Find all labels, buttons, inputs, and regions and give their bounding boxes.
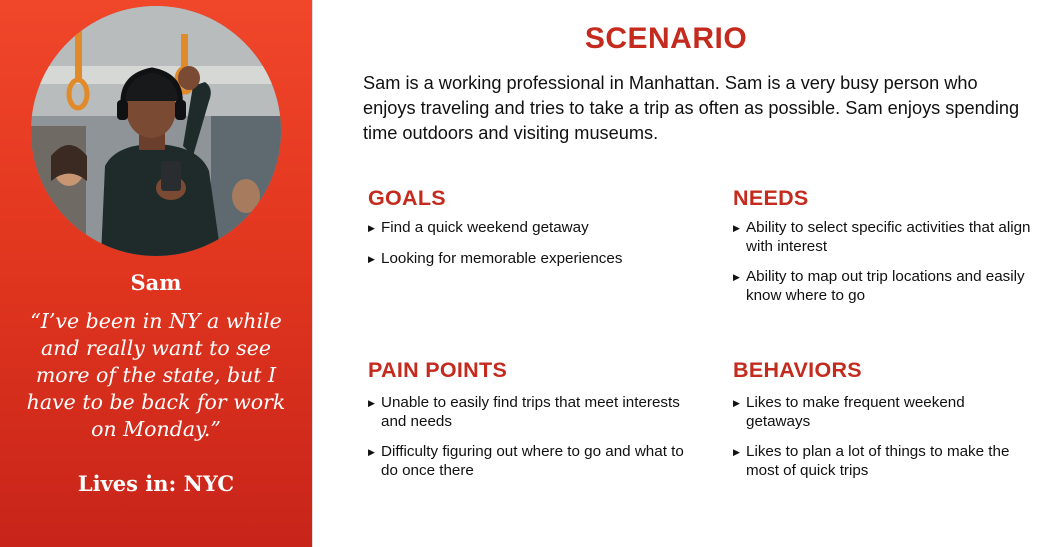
behaviors-section <box>733 358 1033 492</box>
persona-name: Sam <box>130 270 182 295</box>
triangle-right-icon: ▶ <box>733 223 740 233</box>
list-item-text: Looking for memorable experiences <box>381 249 623 267</box>
triangle-right-icon: ▶ <box>733 398 740 408</box>
persona-photo-illustration <box>31 6 281 256</box>
goals-title: GOALS <box>368 186 446 210</box>
behaviors-list <box>733 394 1033 480</box>
behaviors-title: BEHAVIORS <box>733 358 862 382</box>
list-item <box>368 219 688 238</box>
list-item <box>733 268 1033 305</box>
list-item <box>368 250 688 269</box>
triangle-right-icon: ▶ <box>733 447 740 457</box>
needs-list <box>733 219 1033 305</box>
pain-points-list <box>368 394 688 480</box>
triangle-right-icon: ▶ <box>733 272 740 282</box>
list-item <box>733 443 1033 480</box>
pain-points-title: PAIN POINTS <box>368 358 508 382</box>
list-item-text: Ability to map out trip locations and easily know where to go <box>746 268 1025 304</box>
persona-quote: “I’ve been in NY a while and really want to see more of the state, but I have to be back for work on Monday.” <box>26 309 286 441</box>
persona-panel <box>0 0 312 547</box>
goals-list <box>368 219 688 268</box>
list-item <box>368 443 688 480</box>
persona-location: Lives in: NYC <box>77 471 235 496</box>
list-item-text: Likes to plan a lot of things to make the most of quick trips <box>746 443 1010 479</box>
list-item <box>733 219 1033 256</box>
triangle-right-icon: ▶ <box>368 398 375 408</box>
list-item-text: Find a quick weekend getaway <box>381 219 589 236</box>
scenario-text: Sam is a working professional in Manhattan. Sam is a very busy person who enjoys traveling and tries to take a trip as often as possible. Sam enjoys spending time outdoors and visiting museums. <box>363 73 1020 143</box>
pain-points-section <box>368 358 688 492</box>
list-item-text: Difficulty figuring out where to go and what to do once there <box>381 443 684 479</box>
scenario-title: SCENARIO <box>584 22 748 55</box>
persona-photo <box>31 6 281 256</box>
list-item <box>733 394 1033 431</box>
list-item-text: Ability to select specific activities that align with interest <box>746 219 1031 255</box>
list-item-text: Likes to make frequent weekend getaways <box>746 394 965 430</box>
triangle-right-icon: ▶ <box>368 223 375 233</box>
panel-divider <box>312 0 313 547</box>
goals-section <box>368 186 688 280</box>
list-item <box>368 394 688 431</box>
needs-section <box>733 186 1033 317</box>
list-item-text: Unable to easily find trips that meet interests and needs <box>381 394 680 430</box>
triangle-right-icon: ▶ <box>368 447 375 457</box>
triangle-right-icon: ▶ <box>368 253 375 264</box>
needs-title: NEEDS <box>733 186 809 210</box>
